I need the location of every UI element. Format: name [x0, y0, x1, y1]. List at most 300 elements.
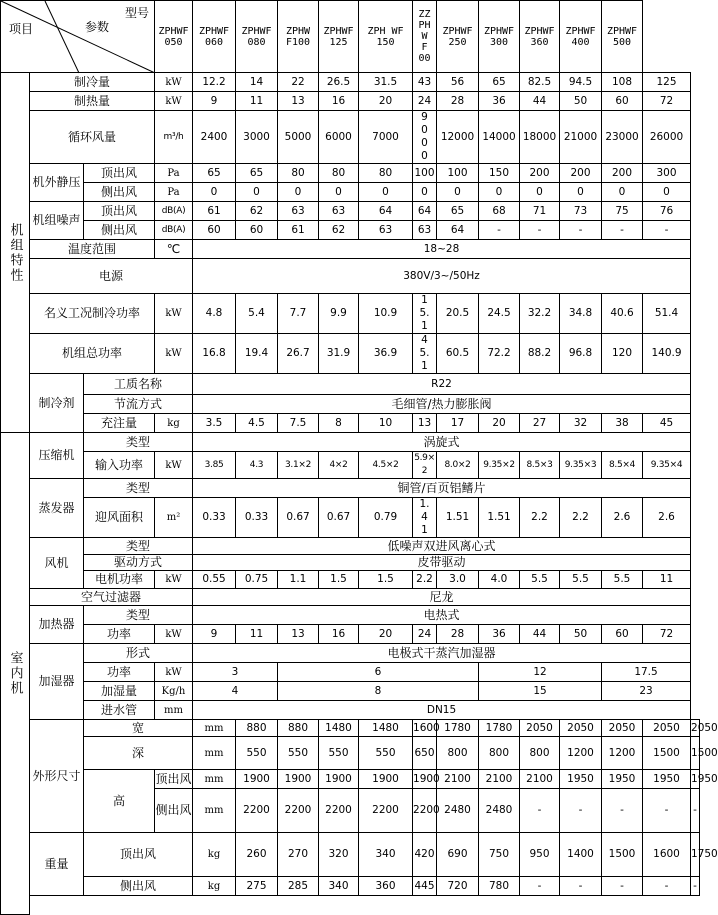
weight-side-value: 445 — [413, 877, 437, 896]
weight-top-value: 750 — [479, 833, 520, 877]
weight-side-value: - — [602, 877, 643, 896]
static-top-value: 65 — [236, 164, 278, 183]
static-top-value: 100 — [413, 164, 437, 183]
weight-side-value: 360 — [359, 877, 413, 896]
compressor-power-value: 8.0×2 — [437, 452, 479, 479]
static-side-value: 0 — [236, 183, 278, 202]
temp-value: 18~28 — [193, 240, 691, 259]
sub-label: 类型 — [84, 606, 193, 625]
noise-side-value: 64 — [437, 221, 479, 240]
airflow-value: 3000 — [236, 111, 278, 164]
group-label: 外形尺寸 — [30, 720, 84, 833]
static-side-value: 0 — [560, 183, 602, 202]
heating-value: 36 — [479, 92, 520, 111]
depth-value: 550 — [236, 737, 278, 770]
sub-label: 功率 — [84, 625, 155, 644]
unit: dB(A) — [155, 202, 193, 221]
model-header: ZPH WF 150 — [359, 1, 413, 73]
heater-power-value: 60 — [602, 625, 643, 644]
height-side-value: 2200 — [319, 789, 359, 833]
noise-top-value: 68 — [479, 202, 520, 221]
total-power-value: 16.8 — [193, 334, 236, 374]
charge-value: 17 — [437, 414, 479, 433]
height-side-value: 2200 — [359, 789, 413, 833]
fan-power-value: 5.5 — [602, 571, 643, 589]
height-side-value: 2480 — [479, 789, 520, 833]
heater-power-value: 11 — [236, 625, 278, 644]
heater-power-value: 72 — [643, 625, 691, 644]
sub-label: 顶出风 — [84, 164, 155, 183]
fan-type-value: 低噪声双进风离心式 — [193, 538, 691, 555]
rated-power-value: 9.9 — [319, 294, 359, 334]
fan-power-value: 5.5 — [560, 571, 602, 589]
sub-label: 顶出风 — [84, 833, 193, 877]
evaporator-area-value: 0.33 — [236, 498, 278, 538]
total-power-value: 96.8 — [560, 334, 602, 374]
sub-label: 进水管 — [84, 701, 155, 720]
fan-power-value: 1.1 — [278, 571, 319, 589]
humidifier-power-value: 6 — [278, 663, 479, 682]
total-power-value: 31.9 — [319, 334, 359, 374]
inlet-value: DN15 — [193, 701, 691, 720]
noise-side-value: 62 — [319, 221, 359, 240]
rated-power-value: 24.5 — [479, 294, 520, 334]
noise-side-value: - — [520, 221, 560, 240]
weight-side-value: - — [520, 877, 560, 896]
airflow-value: 23000 — [602, 111, 643, 164]
charge-value: 32 — [560, 414, 602, 433]
static-top-value: 80 — [359, 164, 413, 183]
group-label: 机组噪声 — [30, 202, 84, 240]
rated-power-value: 32.2 — [520, 294, 560, 334]
total-power-value: 88.2 — [520, 334, 560, 374]
humidifier-power-value: 3 — [193, 663, 278, 682]
fan-power-value: 0.75 — [236, 571, 278, 589]
depth-value: 650 — [413, 737, 437, 770]
rated-power-value: 10.9 — [359, 294, 413, 334]
sub-label: 侧出风 — [84, 877, 193, 896]
unit: kW — [155, 663, 193, 682]
charge-value: 27 — [520, 414, 560, 433]
noise-top-value: 64 — [359, 202, 413, 221]
cooling-value: 108 — [602, 73, 643, 92]
depth-value: 550 — [359, 737, 413, 770]
row-label: 制热量 — [30, 92, 155, 111]
humidifier-power-value: 12 — [479, 663, 602, 682]
compressor-power-value: 9.35×4 — [643, 452, 691, 479]
heater-power-value: 50 — [560, 625, 602, 644]
static-side-value: 0 — [278, 183, 319, 202]
humidifier-amount-value: 4 — [193, 682, 278, 701]
unit: m³/h — [155, 111, 193, 164]
unit: mm — [193, 789, 236, 833]
width-value: 880 — [236, 720, 278, 737]
height-top-value: 1900 — [319, 770, 359, 789]
charge-value: 38 — [602, 414, 643, 433]
airflow-value: 12000 — [437, 111, 479, 164]
height-side-value: - — [520, 789, 560, 833]
width-value: 1780 — [437, 720, 479, 737]
unit: Pa — [155, 183, 193, 202]
section-unit: 机组特性 — [1, 73, 30, 433]
unit: mm — [193, 770, 236, 789]
model-header: ZPHWF 060 — [193, 1, 236, 73]
group-label: 机外静压 — [30, 164, 84, 202]
sub-label: 形式 — [84, 644, 193, 663]
model-header: ZPHWF 125 — [319, 1, 359, 73]
group-label: 风机 — [30, 538, 84, 589]
total-power-value: 60.5 — [437, 334, 479, 374]
noise-top-value: 71 — [520, 202, 560, 221]
sub-label: 侧出风 — [84, 221, 155, 240]
unit: kW — [155, 334, 193, 374]
static-top-value: 200 — [602, 164, 643, 183]
evaporator-area-value: 1.51 — [479, 498, 520, 538]
weight-side-value: - — [560, 877, 602, 896]
airflow-value: 9000 — [413, 111, 437, 164]
heater-power-value: 36 — [479, 625, 520, 644]
power-supply-value: 380V/3~/50Hz — [193, 259, 691, 294]
rated-power-value: 15.1 — [413, 294, 437, 334]
evaporator-area-value: 0.67 — [319, 498, 359, 538]
unit: mm — [155, 701, 193, 720]
filter-value: 尼龙 — [193, 589, 691, 606]
total-power-value: 140.9 — [643, 334, 691, 374]
width-value: 2050 — [643, 720, 691, 737]
cooling-value: 14 — [236, 73, 278, 92]
airflow-value: 2400 — [193, 111, 236, 164]
corner-param-label: 参数 — [85, 20, 110, 34]
static-top-value: 200 — [520, 164, 560, 183]
evaporator-type-value: 铜管/百页铝鳍片 — [193, 479, 691, 498]
header-corner — [1, 1, 155, 73]
charge-value: 20 — [479, 414, 520, 433]
static-side-value: 0 — [602, 183, 643, 202]
evaporator-area-value: 2.2 — [520, 498, 560, 538]
fan-power-value: 2.2 — [413, 571, 437, 589]
sub-label: 宽 — [84, 720, 193, 737]
model-header: ZPHWF 300 — [479, 1, 520, 73]
compressor-power-value: 3.1×2 — [278, 452, 319, 479]
weight-side-value: - — [643, 877, 691, 896]
heating-value: 9 — [193, 92, 236, 111]
throttle-value: 毛细管/热力膨胀阀 — [193, 395, 691, 414]
depth-value: 550 — [278, 737, 319, 770]
heating-value: 20 — [359, 92, 413, 111]
weight-top-value: 1600 — [643, 833, 691, 877]
evaporator-area-value: 0.79 — [359, 498, 413, 538]
compressor-power-value: 3.85 — [193, 452, 236, 479]
humidifier-form-value: 电极式干蒸汽加湿器 — [193, 644, 691, 663]
width-value: 1600 — [413, 720, 437, 737]
unit: dB(A) — [155, 221, 193, 240]
compressor-power-value: 9.35×3 — [560, 452, 602, 479]
heating-value: 60 — [602, 92, 643, 111]
weight-top-value: 1400 — [560, 833, 602, 877]
weight-top-value: 270 — [278, 833, 319, 877]
cooling-value: 26.5 — [319, 73, 359, 92]
weight-side-value: 780 — [479, 877, 520, 896]
static-side-value: 0 — [437, 183, 479, 202]
height-side-value: 2200 — [278, 789, 319, 833]
sub-label: 电机功率 — [84, 571, 155, 589]
weight-top-value: 950 — [520, 833, 560, 877]
static-top-value: 80 — [278, 164, 319, 183]
sub-label: 输入功率 — [84, 452, 155, 479]
unit: m² — [155, 498, 193, 538]
height-side-value: - — [643, 789, 691, 833]
unit: kW — [155, 452, 193, 479]
fan-power-value: 3.0 — [437, 571, 479, 589]
airflow-value: 5000 — [278, 111, 319, 164]
heating-value: 72 — [643, 92, 691, 111]
evaporator-area-value: 0.33 — [193, 498, 236, 538]
charge-value: 45 — [643, 414, 691, 433]
unit: kW — [155, 92, 193, 111]
weight-top-value: 260 — [236, 833, 278, 877]
static-side-value: 0 — [479, 183, 520, 202]
static-top-value: 65 — [193, 164, 236, 183]
total-power-value: 26.7 — [278, 334, 319, 374]
fan-power-value: 4.0 — [479, 571, 520, 589]
charge-value: 7.5 — [278, 414, 319, 433]
model-header: ZPHWF 080 — [236, 1, 278, 73]
evaporator-area-value: 0.67 — [278, 498, 319, 538]
depth-value: 1500 — [691, 737, 700, 770]
group-label: 重量 — [30, 833, 84, 896]
corner-item-label: 项目 — [9, 22, 34, 36]
height-side-value: 2480 — [437, 789, 479, 833]
fan-power-value: 1.5 — [319, 571, 359, 589]
airflow-value: 14000 — [479, 111, 520, 164]
heater-power-value: 13 — [278, 625, 319, 644]
static-side-value: 0 — [193, 183, 236, 202]
weight-side-value: 720 — [437, 877, 479, 896]
charge-value: 10 — [359, 414, 413, 433]
rated-power-value: 34.8 — [560, 294, 602, 334]
model-header: ZPHWF 500 — [602, 1, 643, 73]
weight-side-value: 275 — [236, 877, 278, 896]
humidifier-amount-value: 23 — [602, 682, 691, 701]
height-top-value: 2100 — [520, 770, 560, 789]
humidifier-amount-value: 8 — [278, 682, 479, 701]
weight-top-value: 1500 — [602, 833, 643, 877]
width-value: 2050 — [520, 720, 560, 737]
weight-top-value: 320 — [319, 833, 359, 877]
height-top-value: 1900 — [413, 770, 437, 789]
fan-power-value: 0.55 — [193, 571, 236, 589]
total-power-value: 72.2 — [479, 334, 520, 374]
noise-side-value: 63 — [413, 221, 437, 240]
noise-side-value: - — [479, 221, 520, 240]
weight-top-value: 1750 — [691, 833, 700, 877]
sub-label: 工质名称 — [84, 374, 193, 395]
compressor-power-value: 5.9×2 — [413, 452, 437, 479]
weight-side-value: 340 — [319, 877, 359, 896]
unit: kg — [193, 877, 236, 896]
refrigerant-value: R22 — [193, 374, 691, 395]
sub-label: 类型 — [84, 433, 193, 452]
static-top-value: 150 — [479, 164, 520, 183]
static-side-value: 0 — [319, 183, 359, 202]
heater-type-value: 电热式 — [193, 606, 691, 625]
unit: kg — [193, 833, 236, 877]
heating-value: 50 — [560, 92, 602, 111]
noise-top-value: 73 — [560, 202, 602, 221]
compressor-power-value: 8.5×4 — [602, 452, 643, 479]
model-header: ZPHW F100 — [278, 1, 319, 73]
depth-value: 550 — [319, 737, 359, 770]
charge-value: 3.5 — [193, 414, 236, 433]
model-header: ZPHWF 250 — [437, 1, 479, 73]
static-top-value: 200 — [560, 164, 602, 183]
airflow-value: 6000 — [319, 111, 359, 164]
noise-side-value: - — [560, 221, 602, 240]
evaporator-area-value: 1.41 — [413, 498, 437, 538]
noise-side-value: 63 — [359, 221, 413, 240]
row-label: 机组总功率 — [30, 334, 155, 374]
sub-sub-label: 顶出风 — [155, 770, 193, 789]
width-value: 2050 — [560, 720, 602, 737]
width-value: 1780 — [479, 720, 520, 737]
static-side-value: 0 — [359, 183, 413, 202]
heating-value: 24 — [413, 92, 437, 111]
total-power-value: 45.1 — [413, 334, 437, 374]
sub-label: 功率 — [84, 663, 155, 682]
total-power-value: 36.9 — [359, 334, 413, 374]
evaporator-area-value: 2.6 — [643, 498, 691, 538]
width-value: 2050 — [691, 720, 700, 737]
depth-value: 800 — [437, 737, 479, 770]
cooling-value: 82.5 — [520, 73, 560, 92]
cooling-value: 31.5 — [359, 73, 413, 92]
sub-label: 类型 — [84, 479, 193, 498]
sub-label: 加湿量 — [84, 682, 155, 701]
rated-power-value: 40.6 — [602, 294, 643, 334]
group-label: 压缩机 — [30, 433, 84, 479]
compressor-power-value: 4.5×2 — [359, 452, 413, 479]
height-top-value: 2100 — [479, 770, 520, 789]
depth-value: 1500 — [643, 737, 691, 770]
evaporator-area-value: 2.6 — [602, 498, 643, 538]
depth-value: 1200 — [602, 737, 643, 770]
unit: mm — [193, 720, 236, 737]
heater-power-value: 24 — [413, 625, 437, 644]
noise-top-value: 63 — [278, 202, 319, 221]
compressor-type-value: 涡旋式 — [193, 433, 691, 452]
fan-power-value: 11 — [643, 571, 691, 589]
height-top-value: 1900 — [359, 770, 413, 789]
row-label: 制冷量 — [30, 73, 155, 92]
weight-top-value: 340 — [359, 833, 413, 877]
height-top-value: 1950 — [602, 770, 643, 789]
height-side-value: 2200 — [236, 789, 278, 833]
cooling-value: 22 — [278, 73, 319, 92]
group-label: 蒸发器 — [30, 479, 84, 538]
sub-label: 充注量 — [84, 414, 155, 433]
unit: kW — [155, 294, 193, 334]
section-indoor: 室内机 — [1, 433, 30, 915]
rated-power-value: 20.5 — [437, 294, 479, 334]
fan-power-value: 5.5 — [520, 571, 560, 589]
unit: kW — [155, 571, 193, 589]
row-label: 空气过滤器 — [30, 589, 193, 606]
rated-power-value: 4.8 — [193, 294, 236, 334]
heating-value: 13 — [278, 92, 319, 111]
heater-power-value: 44 — [520, 625, 560, 644]
airflow-value: 18000 — [520, 111, 560, 164]
airflow-value: 21000 — [560, 111, 602, 164]
sub-sub-label: 侧出风 — [155, 789, 193, 833]
sub-label: 迎风面积 — [84, 498, 155, 538]
heater-power-value: 28 — [437, 625, 479, 644]
compressor-power-value: 8.5×3 — [520, 452, 560, 479]
cooling-value: 43 — [413, 73, 437, 92]
model-header: ZZPHW F 00 — [413, 1, 437, 73]
sub-label: 高 — [84, 770, 155, 833]
evaporator-area-value: 1.51 — [437, 498, 479, 538]
charge-value: 8 — [319, 414, 359, 433]
rated-power-value: 51.4 — [643, 294, 691, 334]
width-value: 880 — [278, 720, 319, 737]
noise-top-value: 62 — [236, 202, 278, 221]
heater-power-value: 20 — [359, 625, 413, 644]
humidifier-amount-value: 15 — [479, 682, 602, 701]
airflow-value: 26000 — [643, 111, 691, 164]
row-label: 名义工况制冷功率 — [30, 294, 155, 334]
static-side-value: 0 — [520, 183, 560, 202]
cooling-value: 12.2 — [193, 73, 236, 92]
height-side-value: - — [602, 789, 643, 833]
sub-label: 顶出风 — [84, 202, 155, 221]
height-side-value: - — [691, 789, 700, 833]
heating-value: 28 — [437, 92, 479, 111]
group-label: 加热器 — [30, 606, 84, 644]
static-top-value: 80 — [319, 164, 359, 183]
height-top-value: 1900 — [236, 770, 278, 789]
row-label: 电源 — [30, 259, 193, 294]
cooling-value: 65 — [479, 73, 520, 92]
unit: mm — [193, 737, 236, 770]
static-side-value: 0 — [413, 183, 437, 202]
model-header: ZPHWF 050 — [155, 1, 193, 73]
depth-value: 800 — [479, 737, 520, 770]
noise-side-value: 60 — [193, 221, 236, 240]
height-top-value: 1950 — [560, 770, 602, 789]
noise-top-value: 64 — [413, 202, 437, 221]
rated-power-value: 5.4 — [236, 294, 278, 334]
width-value: 1480 — [359, 720, 413, 737]
sub-label: 驱动方式 — [84, 555, 193, 571]
row-label: 循环风量 — [30, 111, 155, 164]
group-label: 加湿器 — [30, 644, 84, 720]
sub-label: 侧出风 — [84, 183, 155, 202]
cooling-value: 94.5 — [560, 73, 602, 92]
height-top-value: 1950 — [691, 770, 700, 789]
width-value: 1480 — [319, 720, 359, 737]
depth-value: 800 — [520, 737, 560, 770]
noise-top-value: 61 — [193, 202, 236, 221]
heating-value: 44 — [520, 92, 560, 111]
heater-power-value: 16 — [319, 625, 359, 644]
charge-value: 13 — [413, 414, 437, 433]
height-top-value: 1900 — [278, 770, 319, 789]
weight-side-value: 285 — [278, 877, 319, 896]
charge-value: 4.5 — [236, 414, 278, 433]
weight-side-value: - — [691, 877, 700, 896]
height-top-value: 2100 — [437, 770, 479, 789]
total-power-value: 19.4 — [236, 334, 278, 374]
